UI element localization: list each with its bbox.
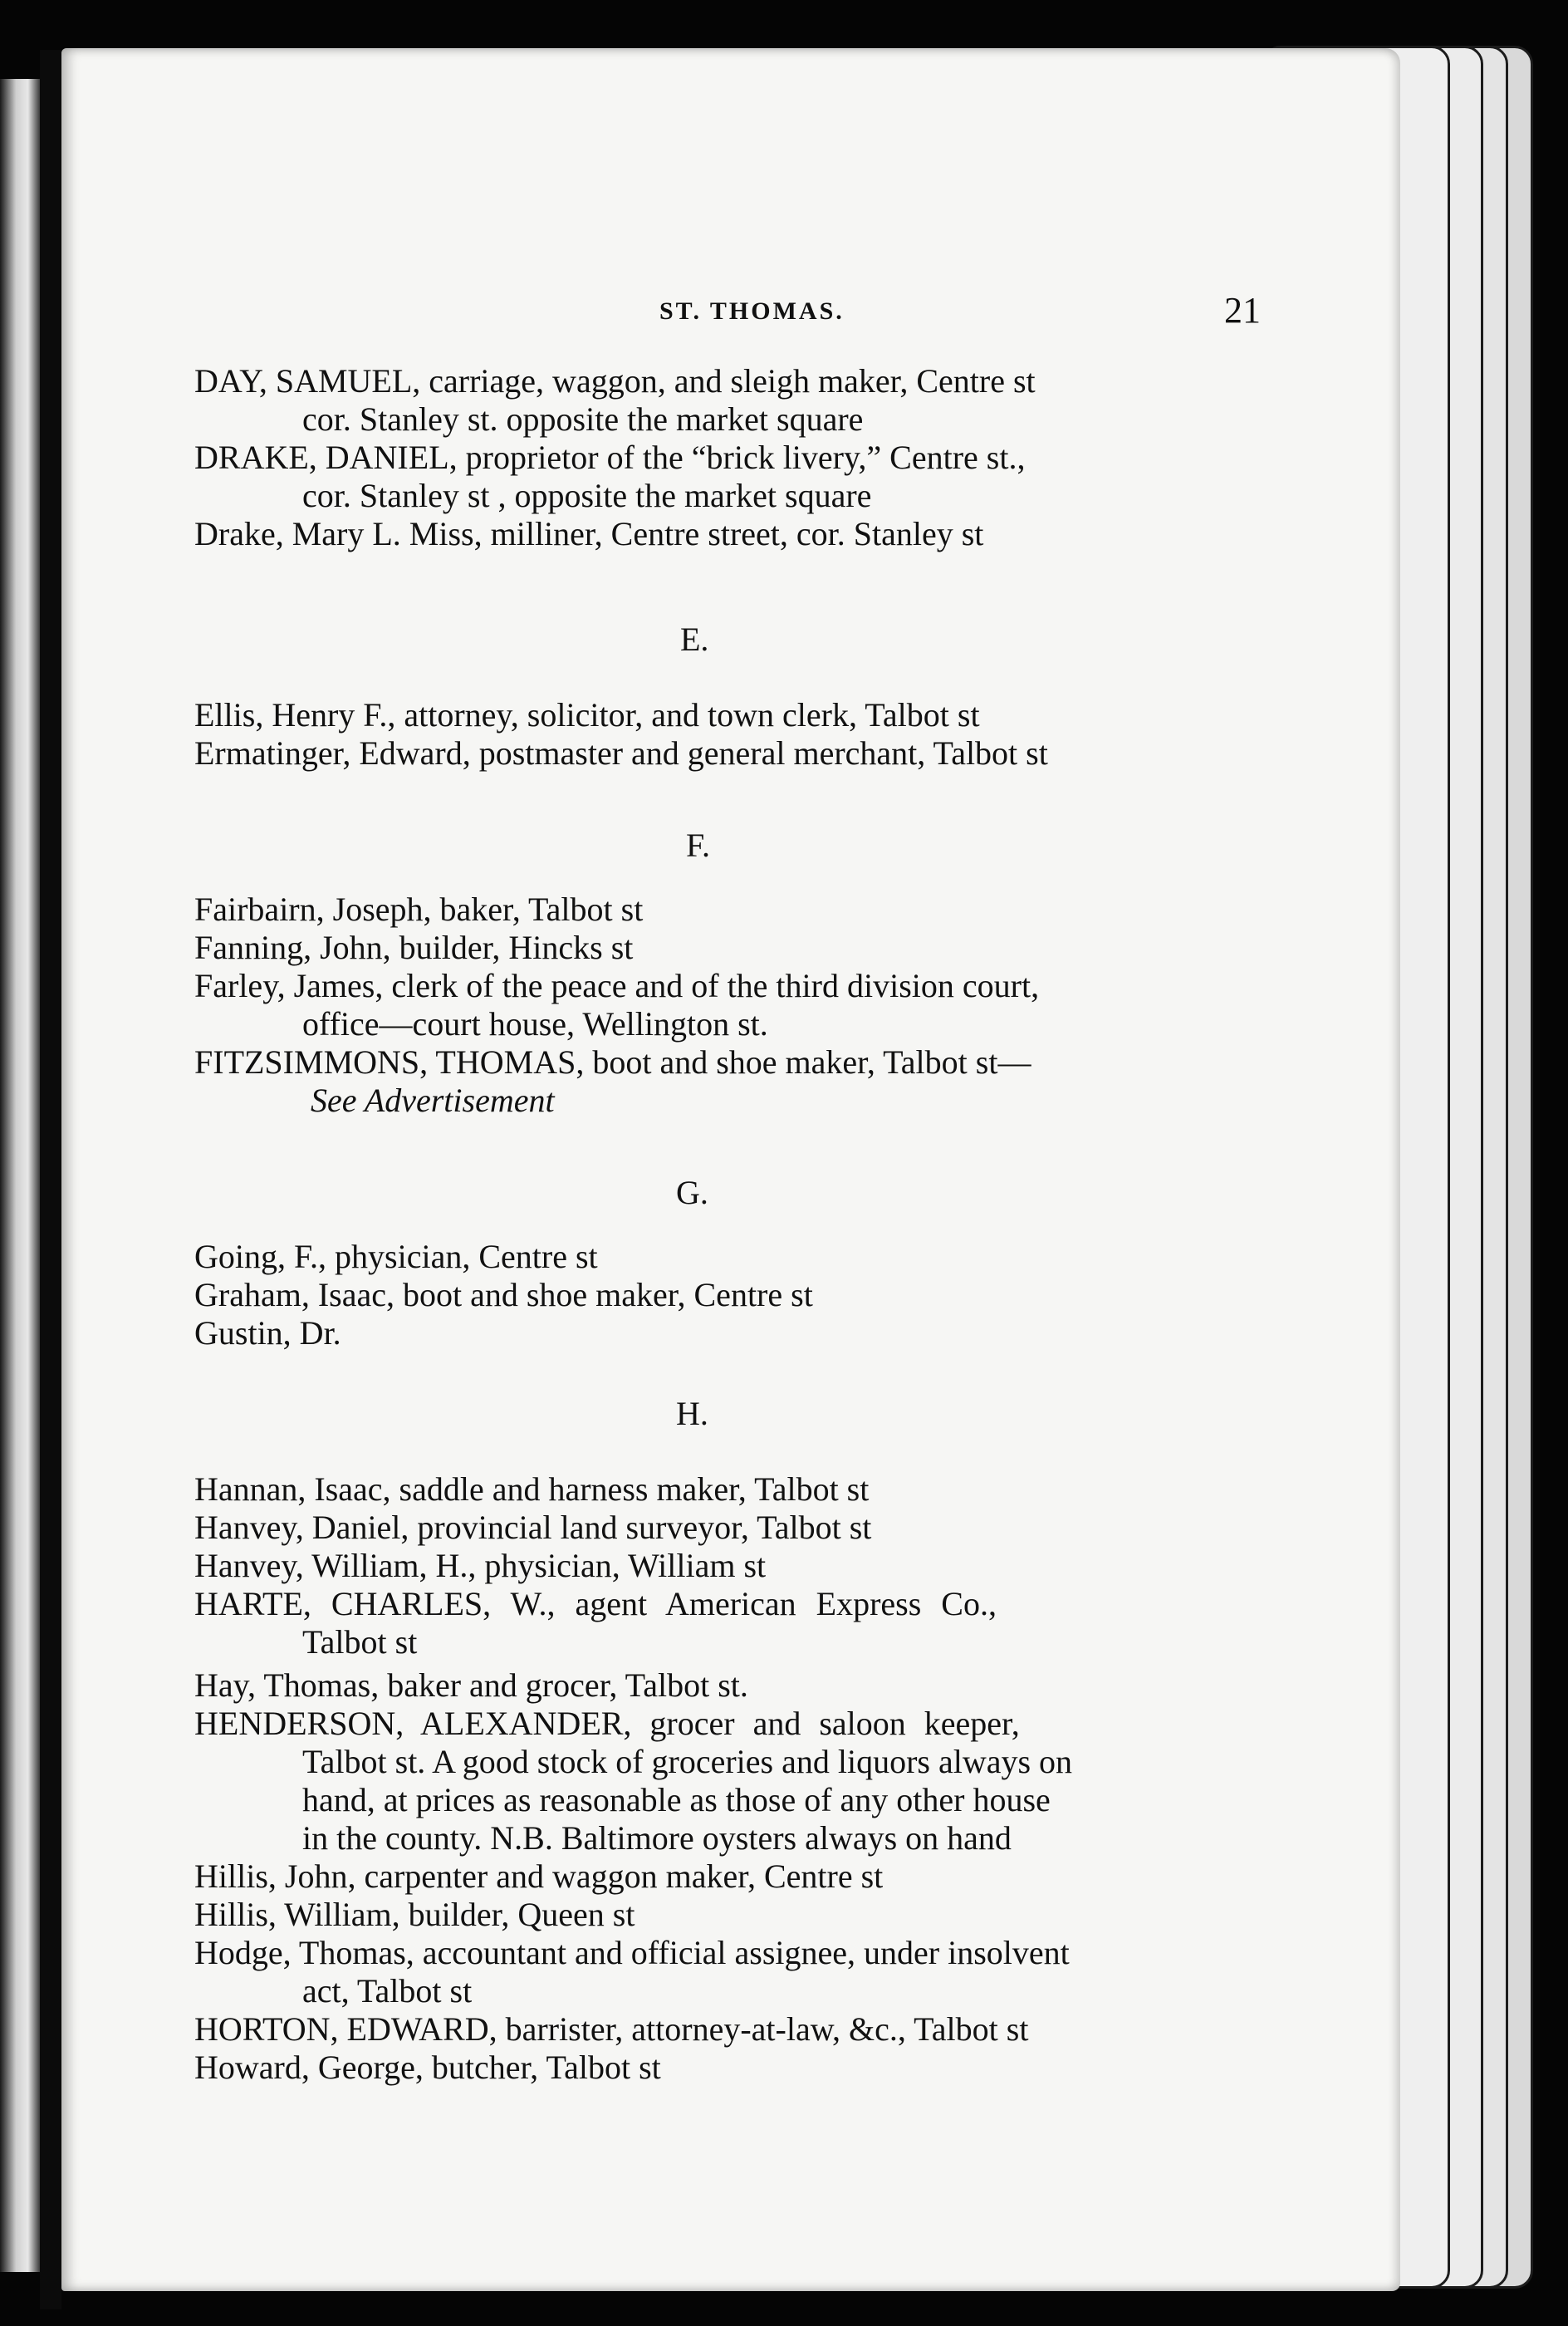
section-heading-f: F. [686,827,711,864]
entry-fitzsimmons: FITZSIMMONS, THOMAS, boot and shoe maker, Talbot st— [194,1043,1031,1081]
entry-harte: HARTE, CHARLES, W., agent American Express Co., [194,1585,997,1622]
entry-henderson-cont-3: in the county. N.B. Baltimore oysters always on hand [302,1819,1012,1857]
entry-drake-mary: Drake, Mary L. Miss, milliner, Centre street, cor. Stanley st [194,515,984,552]
entry-fairbairn: Fairbairn, Joseph, baker, Talbot st [194,891,644,928]
entry-harte-cont: Talbot st [302,1623,418,1661]
entry-gustin: Gustin, Dr. [194,1314,341,1352]
entry-fitzsimmons-cont: See Advertisement [311,1082,555,1119]
entry-drake-daniel-cont: cor. Stanley st , opposite the market square [302,477,872,514]
entry-hillis-william: Hillis, William, builder, Queen st [194,1896,635,1933]
entry-day-cont: cor. Stanley st. opposite the market square [302,400,864,438]
entry-hillis-john: Hillis, John, carpenter and waggon maker, Centre st [194,1857,884,1895]
entry-farley-cont: office—court house, Wellington st. [302,1005,768,1043]
directory-page [61,48,1400,2291]
entry-henderson-cont-1: Talbot st. A good stock of groceries and liquors always on [302,1743,1073,1780]
running-head: ST. THOMAS. [659,297,845,325]
entry-hodge: Hodge, Thomas, accountant and official assignee, under insolvent [194,1934,1070,1971]
entry-hanvey-daniel: Hanvey, Daniel, provincial land surveyor, Talbot st [194,1509,872,1546]
entry-henderson-cont-2: hand, at prices as reasonable as those of any other house [302,1781,1051,1818]
entry-drake-daniel: DRAKE, DANIEL, proprietor of the “brick livery,” Centre st., [194,439,1026,476]
entry-fanning: Fanning, John, builder, Hincks st [194,929,634,966]
entry-going: Going, F., physician, Centre st [194,1238,598,1275]
entry-horton: HORTON, EDWARD, barrister, attorney-at-law, &c., Talbot st [194,2010,1029,2048]
book-gutter [40,50,61,2309]
entry-day: DAY, SAMUEL, carriage, waggon, and sleigh maker, Centre st [194,362,1036,400]
entry-hay: Hay, Thomas, baker and grocer, Talbot st. [194,1666,748,1704]
entry-ellis: Ellis, Henry F., attorney, solicitor, and town clerk, Talbot st [194,696,980,734]
entry-graham: Graham, Isaac, boot and shoe maker, Centre st [194,1276,813,1313]
entry-ermatinger: Ermatinger, Edward, postmaster and general merchant, Talbot st [194,734,1048,772]
entry-henderson: HENDERSON, ALEXANDER, grocer and saloon keeper, [194,1705,1020,1742]
entry-hannan: Hannan, Isaac, saddle and harness maker, Talbot st [194,1470,870,1508]
section-heading-g: G. [676,1174,708,1211]
previous-page-edge [0,79,40,2272]
section-heading-h: H. [676,1395,708,1432]
entry-hodge-cont: act, Talbot st [302,1972,473,2009]
entry-hanvey-william: Hanvey, William, H., physician, William st [194,1547,767,1584]
entry-farley: Farley, James, clerk of the peace and of the third division court, [194,967,1040,1004]
section-heading-e: E. [680,621,709,658]
entry-howard: Howard, George, butcher, Talbot st [194,2049,661,2086]
page-number: 21 [1224,290,1261,331]
